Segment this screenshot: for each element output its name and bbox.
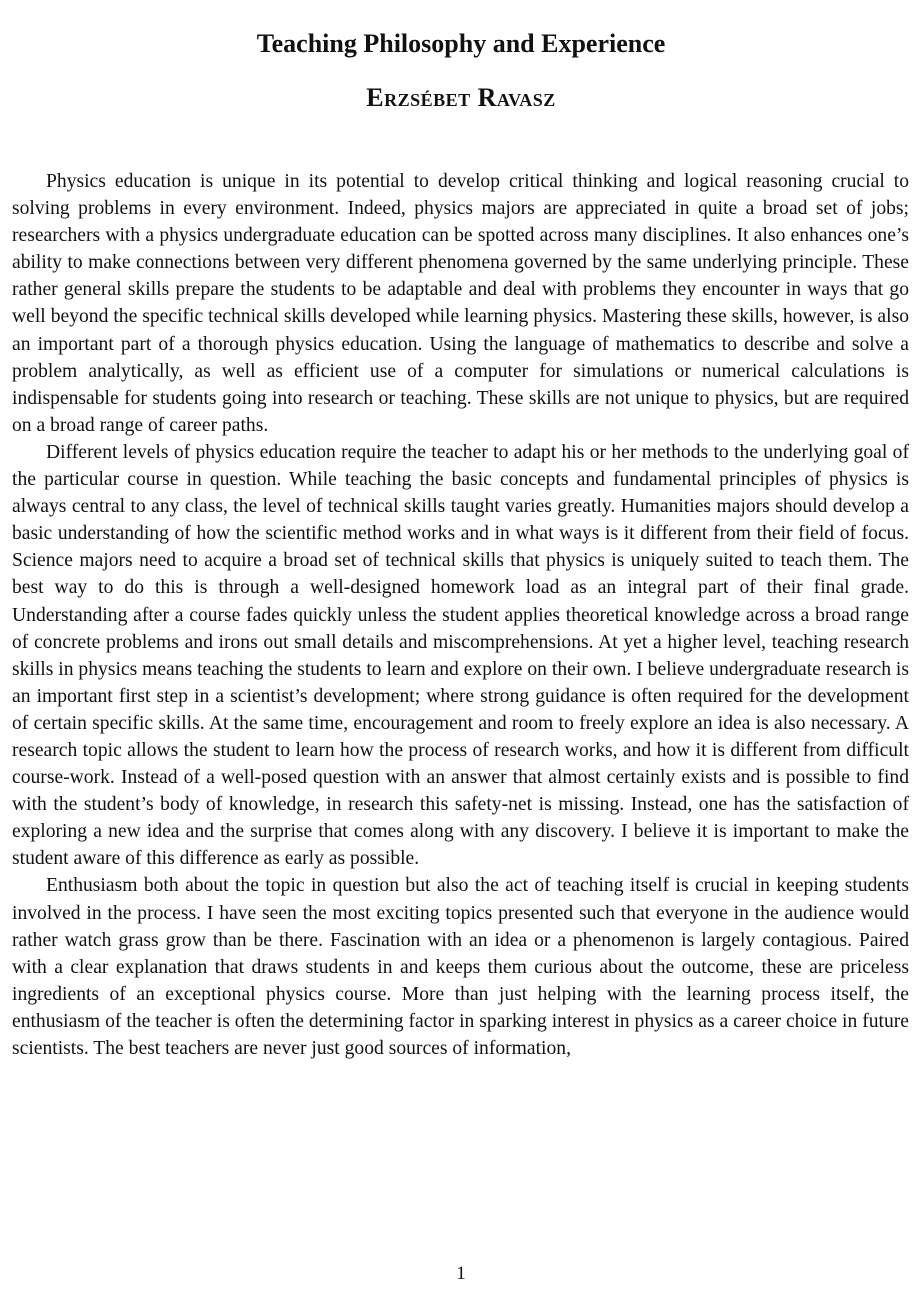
- document-author: Erzsébet Ravasz: [366, 83, 556, 112]
- paragraph-1: Physics education is unique in its potential to develop critical thinking and logical reasoning crucial to solving problems in every environment. Indeed, physics majors are appreciated in quite a broad set of jobs; researchers with a physics undergraduate education can be spotted across many disciplines. It also enhances one’s ability to make connections between very different phenomena governed by the same underlying principle. These rather general skills prepare the students to be adaptable and deal with problems they encounter in ways that go well beyond the specific technical skills developed while learning physics. Mastering these skills, however, is also an important part of a thorough physics education. Using the language of mathematics to describe and solve a problem analytically, as well as efficient use of a computer for simulations or numerical calculations is indispensable for students going into research or teaching. These skills are not unique to physics, but are required on a broad range of career paths.: [12, 171, 909, 436]
- document-title: Teaching Philosophy and Experience: [256, 29, 666, 58]
- paragraph-3: Enthusiasm both about the topic in question but also the act of teaching itself is crucial in keeping students involved in the process. I have seen the most exciting topics presented such that everyone in the audience would rather watch grass grow than be there. Fascination with an idea or a phenomenon is largely contagious. Paired with a clear explanation that draws students in and keeps them curious about the outcome, these are priceless ingredients of an exceptional physics course. More than just helping with the learning process itself, the enthusiasm of the teacher is often the determining factor in sparking interest in physics as a career choice in future scientists. The best teachers are never just good sources of information,: [12, 875, 909, 1059]
- page-number: 1: [456, 1263, 466, 1284]
- paragraph-2: Different levels of physics education require the teacher to adapt his or her methods to the underlying goal of the particular course in question. While teaching the basic concepts and fundamental principles of physics is always central to any class, the level of technical skills taught varies greatly. Humanities majors should develop a basic understanding of how the scientific method works and in what ways is it different from their field of focus. Science majors need to acquire a broad set of technical skills that physics is uniquely suited to teach them. The best way to do this is through a well-designed homework load as an integral part of their final grade. Understanding after a course fades quickly unless the student applies theoretical knowledge across a broad range of concrete problems and irons out small details and miscomprehensions. At yet a higher level, teaching research skills in physics means teaching the students to learn and explore on their own. I believe undergraduate research is an important first step in a scientist’s development; where strong guidance is often required for the development of certain specific skills. At the same time, encouragement and room to freely explore an idea is also necessary. A research topic allows the student to learn how the process of research works, and how it is different from difficult course-work. Instead of a well-posed question with an answer that almost certainly exists and is possible to find with the student’s body of knowledge, in research this safety-net is missing. Instead, one has the satisfaction of exploring a new idea and the surprise that comes along with any discovery. I believe it is important to make the student aware of this difference as early as possible.: [12, 441, 909, 870]
- document-body: [12, 168, 909, 1062]
